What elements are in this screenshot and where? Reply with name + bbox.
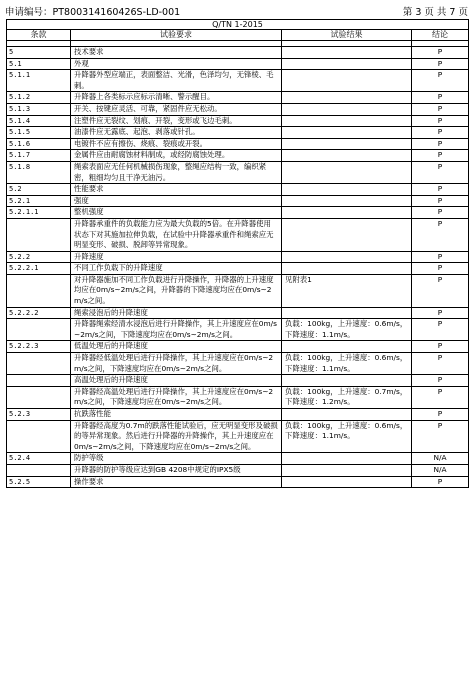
standard-code: Q/TN 1-2015 [7,20,469,30]
table-row [7,420,469,453]
table-row [7,218,469,251]
table-row [7,353,469,375]
clause-cell: 5.1.1 [7,70,71,92]
conclusion-cell: N/A [412,464,469,476]
result-cell [282,115,412,127]
table-row [7,195,469,207]
conclusion-cell: P [412,319,469,341]
clause-cell: 5.1.7 [7,150,71,162]
result-cell [282,138,412,150]
requirement-cell: 升降器的防护等级应达到GB 4208中规定的IPX5级 [71,464,282,476]
table-row [7,161,469,183]
requirement-cell: 不同工作负载下的升降速度 [71,263,282,275]
result-cell [282,58,412,70]
page-header [5,4,468,18]
requirement-cell: 绳索表面应无任何机械损伤现象，整绳应结构一致，编织紧密，粗细均匀且干净无油污。 [71,161,282,183]
table-row [7,150,469,162]
result-cell [282,92,412,104]
clause-cell: 5.1.2 [7,92,71,104]
requirement-cell: 升降器外型应端正，表面整洁、光滑，色泽均匀，无锋棱、毛刺。 [71,70,282,92]
result-cell: 负载：100kg，上升速度：0.6m/s，下降速度：1.1m/s。 [282,353,412,375]
conclusion-cell: P [412,307,469,319]
clause-cell [7,353,71,375]
requirement-cell: 对升降器施加不同工作负载进行升降操作，升降器的上升速度均应在0m/s~2m/s之间，升降器的下降速度均应在0m/s~2m/s之间。 [71,274,282,307]
requirement-cell: 整机强度 [71,207,282,219]
clause-cell [7,218,71,251]
clause-cell: 5.2.1.1 [7,207,71,219]
column-header-result: 试验结果 [282,30,412,41]
requirement-cell: 操作要求 [71,476,282,488]
table-row [7,251,469,263]
conclusion-cell: P [412,92,469,104]
column-header-clause: 条款 [7,30,71,41]
conclusion-cell: P [412,274,469,307]
requirement-cell: 开关、按键应灵活、可靠，紧固件应无松动。 [71,103,282,115]
table-row [7,409,469,421]
clause-cell: 5.1.6 [7,138,71,150]
conclusion-cell: P [412,386,469,408]
conclusion-cell: P [412,127,469,139]
clause-cell: 5.1.8 [7,161,71,183]
requirement-cell: 油漆件应无露底、起泡、剥落或针孔。 [71,127,282,139]
clause-cell [7,274,71,307]
clause-cell: 5.2 [7,184,71,196]
requirement-cell: 技术要求 [71,47,282,59]
conclusion-cell: P [412,184,469,196]
clause-cell: 5.1 [7,58,71,70]
table-row [7,92,469,104]
conclusion-cell: P [412,218,469,251]
clause-cell: 5.2.2.1 [7,263,71,275]
requirement-cell: 升降器经低温处理后进行升降操作，其上升速度应在0m/s~2m/s之间，下降速度均应在0m/s~2m/s之间。 [71,353,282,375]
table-row [7,453,469,465]
requirement-cell: 注塑件应无裂纹、划痕、开裂，变形或飞边毛刺。 [71,115,282,127]
clause-cell: 5.1.5 [7,127,71,139]
application-number: 申请编号：PT800314160426S-LD-001 [5,7,181,18]
clause-cell [7,375,71,387]
requirement-cell: 升降器经高度为0.7m的跌落性能试验后，应无明显变形及破损的等异常现象。然后进行升降器的升降操作，其上升速度应在0m/s~2m/s之间，下降速度均应在0m/s~2m/s之间。 [71,420,282,453]
result-cell [282,464,412,476]
requirement-cell: 金属件应由耐腐蚀材料制成，或经防腐蚀处理。 [71,150,282,162]
clause-cell: 5.2.1 [7,195,71,207]
result-cell [282,375,412,387]
requirement-cell: 升降器上各类标示应标示清晰、警示醒目。 [71,92,282,104]
conclusion-cell: P [412,375,469,387]
table-row [7,184,469,196]
result-cell: 负载：100kg，上升速度：0.6m/s，下降速度：1.1m/s。 [282,319,412,341]
clause-cell: 5.1.3 [7,103,71,115]
requirement-cell: 外观 [71,58,282,70]
result-cell [282,409,412,421]
table-row [7,207,469,219]
clause-cell [7,464,71,476]
column-header-requirement: 试验要求 [71,30,282,41]
clause-cell [7,420,71,453]
conclusion-cell: P [412,341,469,353]
conclusion-cell: P [412,420,469,453]
table-row [7,464,469,476]
requirement-cell: 防护等级 [71,453,282,465]
requirement-cell: 强度 [71,195,282,207]
requirement-cell: 升降器绳索经清水浸泡后进行升降操作，其上升速度应在0m/s~2m/s之间，下降速度均应在0m/s~2m/s之间。 [71,319,282,341]
table-row [7,274,469,307]
clause-cell: 5.2.2.3 [7,341,71,353]
result-cell [282,161,412,183]
clause-cell: 5.2.2 [7,251,71,263]
result-cell: 见附表1 [282,274,412,307]
table-row [7,375,469,387]
table-row [7,319,469,341]
conclusion-cell: P [412,115,469,127]
conclusion-cell: N/A [412,453,469,465]
conclusion-cell: P [412,263,469,275]
conclusion-cell: P [412,409,469,421]
result-cell [282,207,412,219]
conclusion-cell: P [412,476,469,488]
conclusion-cell: P [412,103,469,115]
conclusion-cell: P [412,70,469,92]
result-cell [282,150,412,162]
conclusion-cell: P [412,58,469,70]
conclusion-cell: P [412,150,469,162]
result-cell [282,195,412,207]
table-row [7,307,469,319]
requirement-cell: 抗跌落性能 [71,409,282,421]
column-header-conclusion: 结论 [412,30,469,41]
clause-cell: 5.2.2.2 [7,307,71,319]
table-row [7,263,469,275]
table-row [7,115,469,127]
table-row [7,341,469,353]
result-cell [282,476,412,488]
result-cell [282,70,412,92]
table-row [7,103,469,115]
result-cell [282,103,412,115]
table-row [7,138,469,150]
requirement-cell: 性能要求 [71,184,282,196]
conclusion-cell: P [412,195,469,207]
clause-cell: 5.2.5 [7,476,71,488]
result-cell [282,453,412,465]
table-row [7,70,469,92]
result-cell [282,341,412,353]
requirement-cell: 绳索浸泡后的升降速度 [71,307,282,319]
requirement-cell: 升降器承重件的负载能力应为最大负载的5倍。在升降器使用状态下对其施加拉伸负载，在试验中升降器承重件和绳索应无明显变形、破损、脱卸等异常现象。 [71,218,282,251]
conclusion-cell: P [412,207,469,219]
conclusion-cell: P [412,47,469,59]
column-header-row [7,30,469,41]
clause-cell: 5 [7,47,71,59]
clause-cell [7,386,71,408]
requirement-cell: 升降器经高温处理后进行升降操作，其上升速度应在0m/s~2m/s之间，下降速度均应在0m/s~2m/s之间。 [71,386,282,408]
result-cell: 负载：100kg，上升速度：0.6m/s，下降速度：1.1m/s。 [282,420,412,453]
table-row [7,476,469,488]
table-row [7,386,469,408]
requirement-cell: 升降速度 [71,251,282,263]
conclusion-cell: P [412,251,469,263]
conclusion-cell: P [412,138,469,150]
result-cell: 负载：100kg，上升速度：0.7m/s，下降速度：1.2m/s。 [282,386,412,408]
result-cell [282,251,412,263]
result-cell [282,307,412,319]
test-results-table [6,19,469,488]
result-cell [282,47,412,59]
clause-cell: 5.2.3 [7,409,71,421]
clause-cell [7,319,71,341]
table-row [7,58,469,70]
table-row [7,47,469,59]
conclusion-cell: P [412,161,469,183]
result-cell [282,263,412,275]
requirement-cell: 电镀件不应有擦伤、烧痕、裂痕或开裂。 [71,138,282,150]
conclusion-cell: P [412,353,469,375]
result-cell [282,218,412,251]
clause-cell: 5.2.4 [7,453,71,465]
requirement-cell: 低温处理后的升降速度 [71,341,282,353]
page-number: 第 3 页 共 7 页 [402,7,468,18]
result-cell [282,184,412,196]
standard-row [7,20,469,30]
requirement-cell: 高温处理后的升降速度 [71,375,282,387]
clause-cell: 5.1.4 [7,115,71,127]
result-cell [282,127,412,139]
table-row [7,127,469,139]
